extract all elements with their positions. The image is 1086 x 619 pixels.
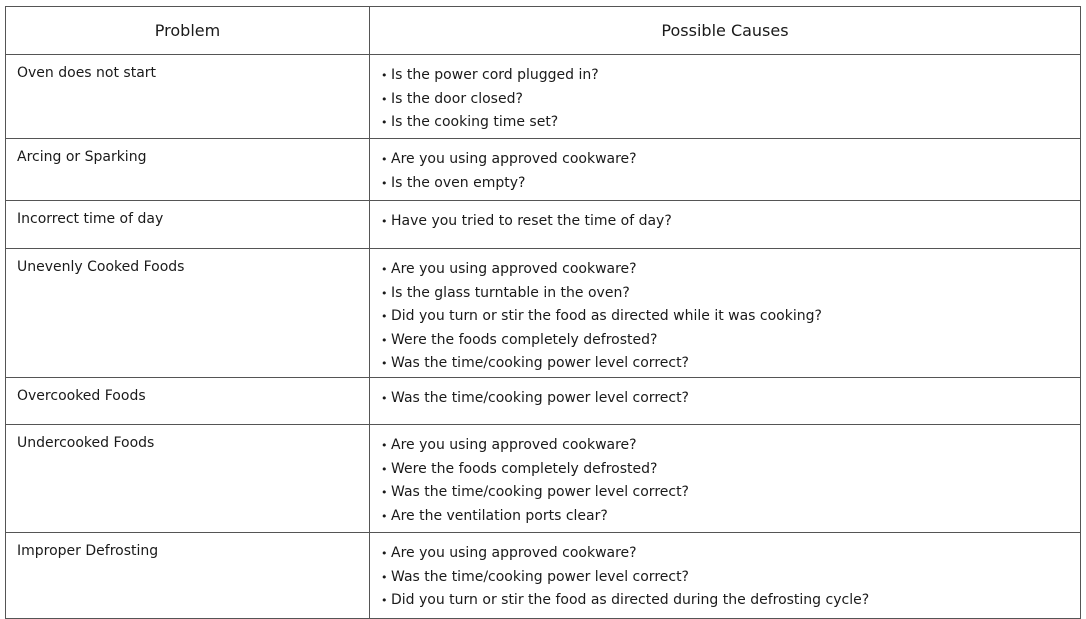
cause-item: • Were the foods completely defrosted? xyxy=(381,329,1080,353)
problem-cell: Oven does not start xyxy=(6,55,370,139)
causes-list xyxy=(381,64,1080,135)
cause-item: • Are the ventilation ports clear? xyxy=(381,505,1080,529)
causes-list xyxy=(381,434,1080,528)
problem-cell: Undercooked Foods xyxy=(6,425,370,533)
causes-list xyxy=(381,148,1080,195)
troubleshooting-table xyxy=(5,6,1081,619)
problem-cell: Improper Defrosting xyxy=(6,533,370,619)
causes-cell xyxy=(370,378,1081,425)
problem-column-header: Problem xyxy=(6,7,370,55)
table-row xyxy=(6,249,1081,378)
table-row xyxy=(6,533,1081,619)
cause-item: • Is the glass turntable in the oven? xyxy=(381,282,1080,306)
causes-column-header: Possible Causes xyxy=(370,7,1081,55)
cause-item: • Is the door closed? xyxy=(381,88,1080,112)
troubleshooting-table-wrapper xyxy=(5,6,1080,619)
cause-item: • Is the cooking time set? xyxy=(381,111,1080,135)
table-row xyxy=(6,425,1081,533)
cause-item: • Is the oven empty? xyxy=(381,172,1080,196)
table-row xyxy=(6,378,1081,425)
table-row xyxy=(6,55,1081,139)
causes-cell xyxy=(370,55,1081,139)
cause-item: • Was the time/cooking power level correct? xyxy=(381,481,1080,505)
cause-item: • Was the time/cooking power level correct? xyxy=(381,566,1080,590)
problem-cell: Unevenly Cooked Foods xyxy=(6,249,370,378)
table-row xyxy=(6,139,1081,201)
causes-cell xyxy=(370,249,1081,378)
cause-item: • Are you using approved cookware? xyxy=(381,434,1080,458)
causes-list xyxy=(381,542,1080,613)
causes-cell xyxy=(370,425,1081,533)
causes-list xyxy=(381,387,1080,411)
cause-item: • Are you using approved cookware? xyxy=(381,258,1080,282)
causes-cell xyxy=(370,533,1081,619)
causes-list xyxy=(381,258,1080,376)
cause-item: • Are you using approved cookware? xyxy=(381,542,1080,566)
problem-cell: Incorrect time of day xyxy=(6,201,370,249)
cause-item: • Were the foods completely defrosted? xyxy=(381,458,1080,482)
cause-item: • Was the time/cooking power level correct? xyxy=(381,352,1080,376)
cause-item: • Is the power cord plugged in? xyxy=(381,64,1080,88)
cause-item: • Was the time/cooking power level correct? xyxy=(381,387,1080,411)
cause-item: • Have you tried to reset the time of day? xyxy=(381,210,1080,234)
cause-item: • Did you turn or stir the food as directed during the defrosting cycle? xyxy=(381,589,1080,613)
table-row xyxy=(6,201,1081,249)
cause-item: • Did you turn or stir the food as directed while it was cooking? xyxy=(381,305,1080,329)
causes-cell xyxy=(370,139,1081,201)
table-header-row xyxy=(6,7,1081,55)
causes-list xyxy=(381,210,1080,234)
cause-item: • Are you using approved cookware? xyxy=(381,148,1080,172)
problem-cell: Arcing or Sparking xyxy=(6,139,370,201)
causes-cell xyxy=(370,201,1081,249)
problem-cell: Overcooked Foods xyxy=(6,378,370,425)
